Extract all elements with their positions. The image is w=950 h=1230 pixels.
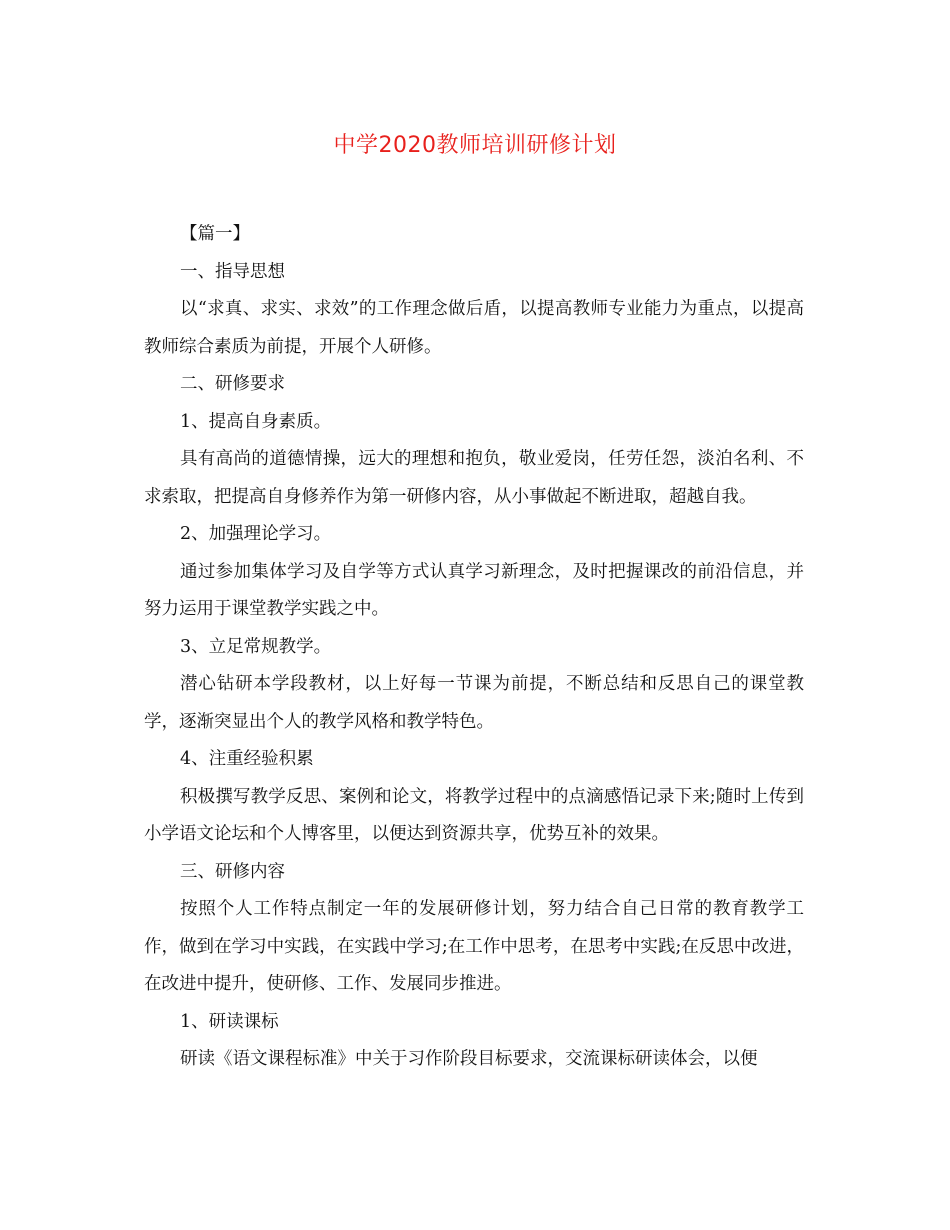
section-label: 【篇一】	[180, 224, 250, 244]
document-title: 中学2020教师培训研修计划	[333, 133, 617, 158]
paragraph: 通过参加集体学习及自学等方式认真学习新理念，及时把握课改的前沿信息，并努力运用于课堂教学实践之中。	[144, 561, 804, 619]
paragraph: 具有高尚的道德情操，远大的理想和抱负，敬业爱岗，任劳任怨，淡泊名利、不求索取，把提高自身修养作为第一研修内容，从小事做起不断进取，超越自我。	[144, 449, 804, 507]
document-body	[144, 216, 804, 1079]
paragraph: 潜心钻研本学段教材，以上好每一节课为前提，不断总结和反思自己的课堂教学，逐渐突显出个人的教学风格和教学特色。	[144, 674, 804, 732]
heading-content: 三、研修内容	[180, 861, 285, 882]
subheading: 1、研读课标	[180, 1011, 279, 1032]
subheading: 2、加强理论学习。	[180, 524, 332, 544]
subheading: 3、立足常规教学。	[180, 636, 332, 657]
heading-requirements: 二、研修要求	[180, 374, 285, 394]
paragraph: 以“求真、求实、求效”的工作理念做后盾，以提高教师专业能力为重点，以提高教师综合素质为前提，开展个人研修。	[144, 299, 804, 357]
paragraph: 积极撰写教学反思、案例和论文，将教学过程中的点滴感悟记录下来;随时上传到小学语文论坛和个人博客里，以便达到资源共享，优势互补的效果。	[144, 786, 804, 844]
subheading: 4、注重经验积累	[180, 749, 314, 769]
heading-guiding-ideology: 一、指导思想	[180, 261, 285, 282]
subheading: 1、提高自身素质。	[180, 411, 332, 432]
paragraph: 研读《语文课程标准》中关于习作阶段目标要求，交流课标研读体会，以便	[180, 1049, 758, 1069]
paragraph: 按照个人工作特点制定一年的发展研修计划，努力结合自己日常的教育教学工作，做到在学习中实践，在实践中学习;在工作中思考，在思考中实践;在反思中改进，在改进中提升，使研修、工作、发展同步推进。	[144, 899, 804, 994]
